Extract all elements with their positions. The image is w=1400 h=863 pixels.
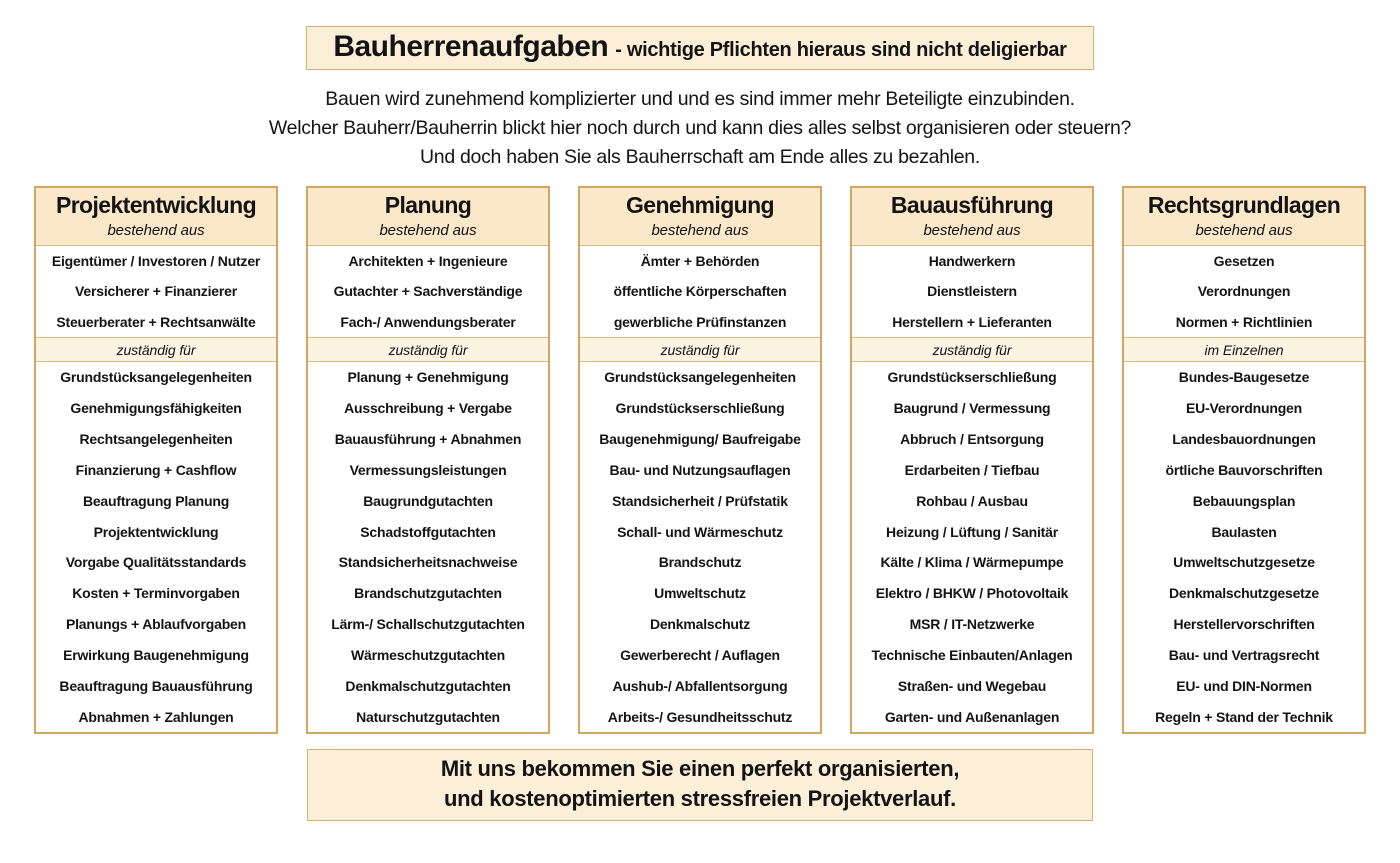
member-row: Versicherer + Finanzierer <box>75 283 237 300</box>
page-title: Bauherrenaufgaben <box>333 30 609 63</box>
intro-line-1: Bauen wird zunehmend komplizierter und und es sind immer mehr Beteiligte einzubinden. <box>325 88 1075 110</box>
item-row: Grundstückserschließung <box>615 400 785 417</box>
member-row: Herstellern + Lieferanten <box>892 313 1052 330</box>
item-row: Finanzierung + Cashflow <box>75 461 237 478</box>
item-row: Vermessungsleistungen <box>349 461 507 478</box>
item-row: Ausschreibung + Vergabe <box>344 400 512 417</box>
item-row: Abnahmen + Zahlungen <box>78 708 234 725</box>
item-row: Baulasten <box>1211 523 1277 540</box>
item-row: Elektro / BHKW / Photovoltaik <box>875 585 1069 602</box>
column-subtitle: bestehend aus <box>107 222 205 239</box>
column-items <box>580 362 820 732</box>
item-row: Erdarbeiten / Tiefbau <box>904 461 1040 478</box>
item-row: Abbruch / Entsorgung <box>900 431 1044 448</box>
column-band-label: zuständig für <box>36 337 276 362</box>
footer-line-2: und kostenoptimierten stressfreien Projektverlauf. <box>444 786 956 811</box>
item-row: Regeln + Stand der Technik <box>1155 708 1333 725</box>
title-banner <box>306 26 1094 70</box>
item-row: Projektentwicklung <box>93 523 219 540</box>
member-row: Ämter + Behörden <box>640 253 760 270</box>
member-row: Fach-/ Anwendungsberater <box>340 313 516 330</box>
column-subtitle: bestehend aus <box>923 222 1021 239</box>
item-row: Rechtsangelegenheiten <box>79 431 233 448</box>
item-row: Landesbauordnungen <box>1172 431 1316 448</box>
column-band-label: im Einzelnen <box>1124 337 1364 362</box>
item-row: Umweltschutzgesetze <box>1173 554 1315 571</box>
item-row: Bau- und Nutzungsauflagen <box>609 461 791 478</box>
column-header <box>580 188 820 246</box>
column-band-label: zuständig für <box>852 337 1092 362</box>
item-row: Beauftragung Planung <box>82 492 230 509</box>
item-row: Schall- und Wärmeschutz <box>617 523 783 540</box>
column-members <box>1124 246 1364 337</box>
item-row: Grundstückserschließung <box>887 369 1057 386</box>
item-row: Gewerberecht / Auflagen <box>620 646 780 663</box>
column-title: Genehmigung <box>625 192 774 218</box>
item-row: Straßen- und Wegebau <box>897 677 1047 694</box>
item-row: Planung + Genehmigung <box>347 369 509 386</box>
item-row: Naturschutzgutachten <box>356 708 500 725</box>
column-members <box>36 246 276 337</box>
footer-banner <box>307 749 1093 821</box>
member-row: öffentliche Körperschaften <box>613 283 787 300</box>
item-row: Schadstoffgutachten <box>360 523 496 540</box>
item-row: Standsicherheit / Prüfstatik <box>612 492 788 509</box>
member-row: Verordnungen <box>1197 283 1291 300</box>
column-planung <box>306 186 550 734</box>
member-row: Gesetzen <box>1213 253 1275 270</box>
column-members <box>308 246 548 337</box>
item-row: Planungs + Ablaufvorgaben <box>65 616 246 633</box>
column-items <box>308 362 548 732</box>
item-row: Garten- und Außenanlagen <box>884 708 1060 725</box>
item-row: MSR / IT-Netzwerke <box>909 616 1035 633</box>
column-title: Projektentwicklung <box>55 192 257 218</box>
column-header <box>308 188 548 246</box>
intro-paragraph <box>0 85 1400 172</box>
columns-row <box>34 186 1366 734</box>
member-row: Steuerberater + Rechtsanwälte <box>56 313 256 330</box>
item-row: EU-Verordnungen <box>1185 400 1302 417</box>
column-members <box>852 246 1092 337</box>
column-subtitle: bestehend aus <box>651 222 749 239</box>
item-row: Aushub-/ Abfallentsorgung <box>612 677 788 694</box>
member-row: Normen + Richtlinien <box>1175 313 1313 330</box>
item-row: Baugrundgutachten <box>363 492 493 509</box>
item-row: Baugenehmigung/ Baufreigabe <box>599 431 801 448</box>
item-row: EU- und DIN-Normen <box>1176 677 1312 694</box>
item-row: Denkmalschutzgesetze <box>1168 585 1320 602</box>
column-projektentwicklung <box>34 186 278 734</box>
column-subtitle: bestehend aus <box>379 222 477 239</box>
item-row: Standsicherheitsnachweise <box>338 554 518 571</box>
item-row: Arbeits-/ Gesundheitsschutz <box>607 708 793 725</box>
item-row: Bebauungsplan <box>1192 492 1296 509</box>
column-header <box>36 188 276 246</box>
item-row: Bau- und Vertragsrecht <box>1168 646 1320 663</box>
column-title: Planung <box>384 192 472 218</box>
column-title: Rechtsgrundlagen <box>1147 192 1341 218</box>
item-row: Lärm-/ Schallschutzgutachten <box>331 616 525 633</box>
intro-line-3: Und doch haben Sie als Bauherrschaft am Ende alles zu bezahlen. <box>420 146 980 168</box>
item-row: Kosten + Terminvorgaben <box>72 585 240 602</box>
item-row: Brandschutz <box>658 554 742 571</box>
column-band-label: zuständig für <box>308 337 548 362</box>
column-bauausfuhrung <box>850 186 1094 734</box>
item-row: Technische Einbauten/Anlagen <box>871 646 1073 663</box>
item-row: Erwirkung Baugenehmigung <box>63 646 249 663</box>
item-row: Genehmigungsfähigkeiten <box>70 400 242 417</box>
item-row: Bauausführung + Abnahmen <box>334 431 522 448</box>
item-row: Baugrund / Vermessung <box>893 400 1051 417</box>
item-row: Herstellervorschriften <box>1173 616 1315 633</box>
column-band-label: zuständig für <box>580 337 820 362</box>
intro-line-2: Welcher Bauherr/Bauherrin blickt hier noch durch und kann dies alles selbst organisieren oder steuern? <box>268 117 1132 139</box>
member-row: gewerbliche Prüfinstanzen <box>613 313 787 330</box>
column-items <box>36 362 276 732</box>
member-row: Eigentümer / Investoren / Nutzer <box>51 253 261 270</box>
footer-line-1: Mit uns bekommen Sie einen perfekt organisierten, <box>440 756 960 781</box>
column-title: Bauausführung <box>890 192 1054 218</box>
item-row: Denkmalschutz <box>649 616 751 633</box>
column-items <box>1124 362 1364 732</box>
page-title-suffix: - wichtige Pflichten hieraus sind nicht deligierbar <box>615 39 1067 61</box>
item-row: Grundstücksangelegenheiten <box>604 369 796 386</box>
item-row: Bundes-Baugesetze <box>1178 369 1310 386</box>
item-row: Heizung / Lüftung / Sanitär <box>886 523 1058 540</box>
item-row: Umweltschutz <box>654 585 746 602</box>
member-row: Handwerkern <box>928 253 1016 270</box>
item-row: Rohbau / Ausbau <box>916 492 1028 509</box>
item-row: Wärmeschutzgutachten <box>351 646 505 663</box>
item-row: Grundstücksangelegenheiten <box>60 369 252 386</box>
item-row: Vorgabe Qualitätsstandards <box>65 554 247 571</box>
member-row: Architekten + Ingenieure <box>348 253 508 270</box>
column-genehmigung <box>578 186 822 734</box>
item-row: Denkmalschutzgutachten <box>345 677 511 694</box>
column-header <box>852 188 1092 246</box>
column-items <box>852 362 1092 732</box>
page <box>0 26 1400 863</box>
member-row: Gutachter + Sachverständige <box>333 283 523 300</box>
item-row: Brandschutzgutachten <box>354 585 502 602</box>
item-row: Kälte / Klima / Wärmepumpe <box>880 554 1064 571</box>
column-subtitle: bestehend aus <box>1195 222 1293 239</box>
column-header <box>1124 188 1364 246</box>
column-members <box>580 246 820 337</box>
column-rechtsgrundlagen <box>1122 186 1366 734</box>
item-row: örtliche Bauvorschriften <box>1165 461 1323 478</box>
item-row: Beauftragung Bauausführung <box>59 677 253 694</box>
member-row: Dienstleistern <box>927 283 1017 300</box>
